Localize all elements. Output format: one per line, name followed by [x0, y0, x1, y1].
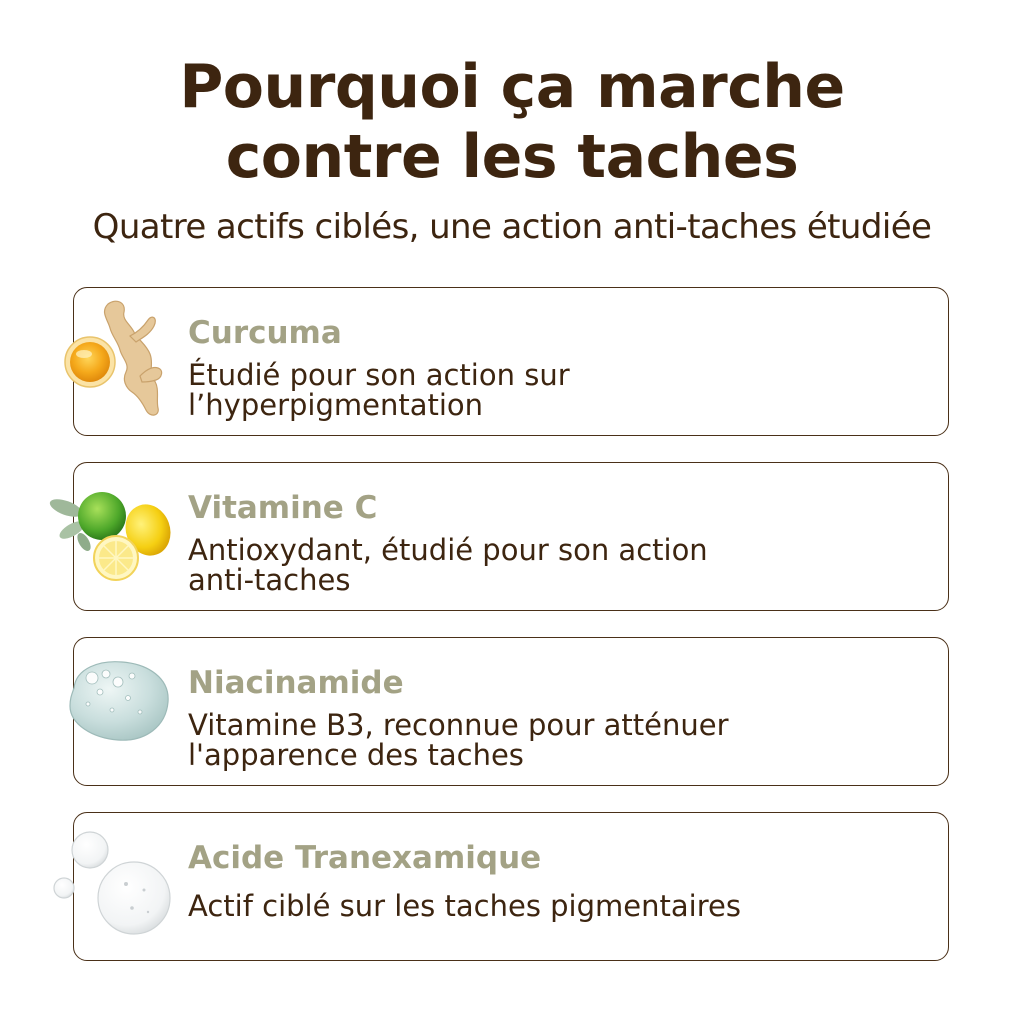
page-title-line-2: contre les taches — [225, 122, 799, 192]
ingredient-description-line: Antioxydant, étudié pour son action — [188, 533, 708, 567]
citrus-fruits-icon — [46, 490, 176, 584]
ingredient-card-vitamine-c — [73, 462, 949, 611]
ginger-honey-icon — [60, 296, 170, 420]
ingredient-description-line: anti-taches — [188, 563, 351, 597]
serum-drop-icon — [62, 658, 174, 744]
ingredient-name: Curcuma — [188, 315, 342, 351]
ingredient-description — [188, 535, 908, 595]
ingredient-card-niacinamide — [73, 637, 949, 786]
ingredient-card-curcuma — [73, 287, 949, 436]
ingredient-name: Vitamine C — [188, 490, 378, 526]
ingredient-name: Acide Tranexamique — [188, 840, 542, 876]
ingredient-name: Niacinamide — [188, 665, 404, 701]
ingredient-description — [188, 710, 908, 770]
ingredient-card-acide-tranexamique — [73, 812, 949, 961]
page-title — [0, 52, 1024, 192]
ingredient-description-line: l'apparence des taches — [188, 738, 524, 772]
ingredient-description-line: Vitamine B3, reconnue pour atténuer — [188, 708, 729, 742]
ingredient-description-line: Étudié pour son action sur — [188, 358, 570, 392]
page-subtitle: Quatre actifs ciblés, une action anti-taches étudiée — [92, 207, 932, 247]
ingredient-description — [188, 891, 908, 921]
ingredient-description-line: l’hyperpigmentation — [188, 388, 484, 422]
ingredient-description-line: Actif ciblé sur les taches pigmentaires — [188, 889, 741, 923]
page-title-line-1: Pourquoi ça marche — [179, 52, 845, 122]
ingredient-description — [188, 360, 908, 420]
water-bubbles-icon — [48, 828, 176, 938]
